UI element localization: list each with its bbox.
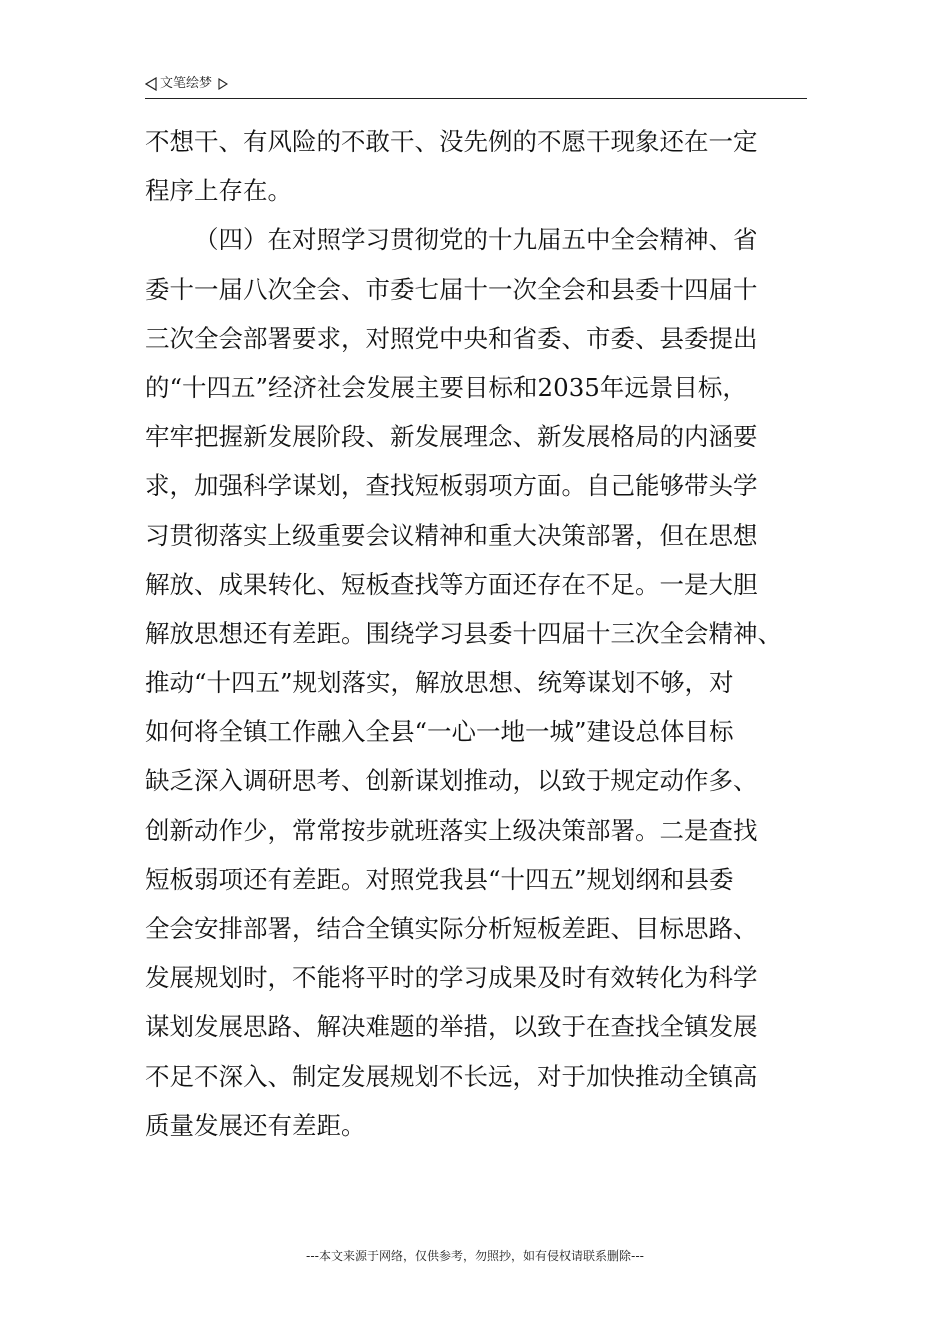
header-brand-text: 文笔绘梦 (160, 76, 213, 91)
body-line: 解放、成果转化、短板查找等方面还存在不足。一是大胆 (145, 569, 758, 599)
body-line: 解放思想还有差距。围绕学习县委十四届十三次全会精神、 (145, 618, 782, 648)
body-line: 发展规划时，不能将平时的学习成果及时有效转化为科学 (145, 963, 758, 993)
triangle-left-icon (145, 77, 157, 91)
body-line: 创新动作少，常常按步就班落实上级决策部署。二是查找 (145, 815, 758, 845)
body-line: 如何将全镇工作融入全县“一心一地一城”建设总体目标 (145, 717, 734, 747)
body-line: 短板弱项还有差距。对照党我县“十四五”规划纲和县委 (145, 864, 734, 894)
body-line: 程序上存在。 (145, 176, 292, 206)
body-line: 缺乏深入调研思考、创新谋划推动，以致于规定动作多、 (145, 766, 758, 796)
header-brand (145, 76, 228, 93)
body-line: 不足不深入、制定发展规划不长远，对于加快推动全镇高 (145, 1061, 758, 1091)
triangle-right-icon (218, 78, 228, 90)
body-line: 求，加强科学谋划，查找短板弱项方面。自己能够带头学 (145, 471, 758, 501)
page-header (145, 72, 807, 99)
body-line: 牢牢把握新发展阶段、新发展理念、新发展格局的内涵要 (145, 422, 758, 452)
document-body (145, 117, 807, 1150)
footer-disclaimer: ---本文来源于网络，仅供参考，勿照抄，如有侵权请联系删除--- (306, 1249, 644, 1263)
body-line: 三次全会部署要求，对照党中央和省委、市委、县委提出 (145, 323, 758, 353)
body-line: 全会安排部署，结合全镇实际分析短板差距、目标思路、 (145, 914, 758, 943)
body-line: 质量发展还有差距。 (145, 1110, 366, 1140)
body-line: 委十一届八次全会、市委七届十一次全会和县委十四届十 (145, 274, 758, 304)
section-heading-line: （四）在对照学习贯彻党的十九届五中全会精神、省 (194, 225, 758, 255)
body-line: 谋划发展思路、解决难题的举措，以致于在查找全镇发展 (145, 1012, 758, 1042)
body-line: 习贯彻落实上级重要会议精神和重大决策部署，但在思想 (145, 520, 758, 550)
body-line: 推动“十四五”规划落实，解放思想、统筹谋划不够，对 (145, 668, 734, 698)
body-line: 的“十四五”经济社会发展主要目标和2035年远景目标， (145, 372, 747, 402)
body-line: 不想干、有风险的不敢干、没先例的不愿干现象还在一定 (145, 127, 758, 156)
